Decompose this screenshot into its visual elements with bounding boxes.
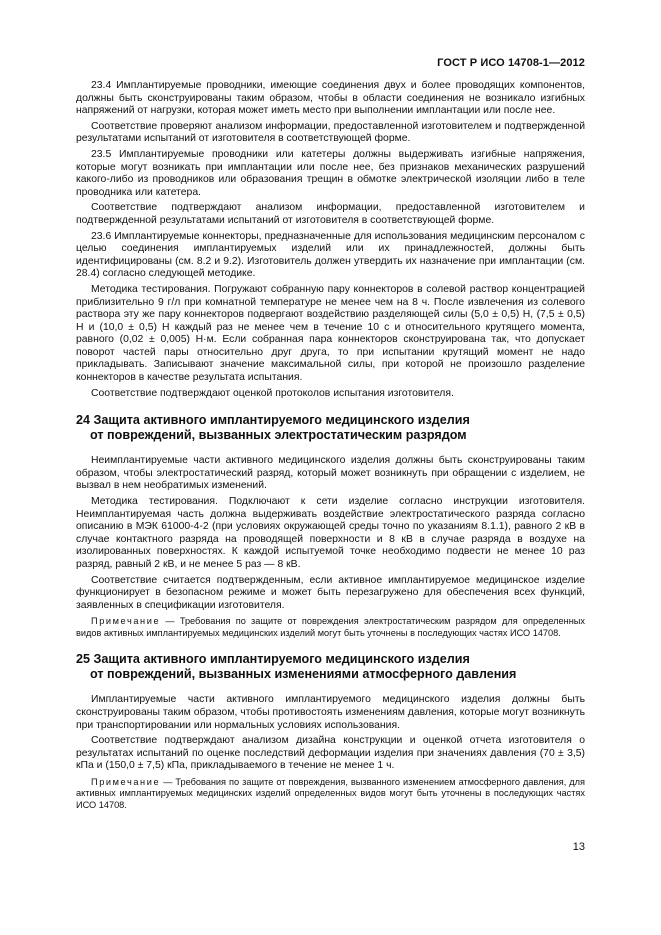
note-25-label: Примечание <box>91 776 161 787</box>
paragraph-compliance-23-5: Соответствие подтверждают анализом информации, предоставленной изготовителем и подтвержденной результатами испытаний от изготовителя в соответствующей форме. <box>76 202 585 226</box>
paragraph-24-test-method: Методика тестирования. Подключают к сети изделие согласно инструкции изготовителя. Неимплантируемая часть должна выдерживать воздействие электростатического разряда согласно описанию в МЭК 61000-4-2 (при условиях окружающей среды точно по указаниям 8.1.1), равного 2 кВ в случае контактного разряда на проводящей поверхности и 8 кВ в случае разряда в воздухе на изолированных поверхностях. К каждой испытуемой точке необходимо подвести не менее 10 раз разряд, равный 2 кВ, и не менее 5 раз — 8 кВ. <box>76 496 585 570</box>
note-25-text: — Требования по защите от повреждения, вызванного изменением атмосферного давления, для активных имплантируемых медицинских изделий определенных видов могут быть уточнены в последующих частях ИСО 14708. <box>76 776 585 810</box>
page-body <box>76 80 585 811</box>
paragraph-test-method-23-6: Методика тестирования. Погружают собранную пару коннекторов в солевой раствор концентрацией приблизительно 9 г/л при комнатной температуре не менее чем на 8 ч. После извлечения из солевого раствора эту же пару коннекторов подвергают воздействию разделяющей силы (5,0 ± 0,5) Н, (7,5 ± 0,5) Н и (10,0 ± 0,5) Н каждый раз не менее чем в течение 10 с и относительного крутящего момента, равного (0,02 ± 0,005) Н·м. Если собранная пара коннекторов сконструирована так, что допускает поворот частей пары относительно друг друга, то при испытании крутящий момент не надо прикладывать. Записывают значение максимальной силы, при которой не произошло разделение коннекторов в качестве результата испытания. <box>76 283 585 384</box>
note-24 <box>76 616 585 639</box>
page-number: 13 <box>572 841 585 853</box>
paragraph-25-compliance: Соответствие подтверждают анализом дизайна конструкции и оценкой отчета изготовителя о результатах испытаний по оценке последствий деформации изделия при значениях давления (70 ± 3,5) кПа и (150,0 ± 7,5) кПа, прикладываемого в течение не менее 1 ч. <box>76 735 585 772</box>
section-25-title <box>76 652 585 682</box>
paragraph-compliance-23-6: Соответствие подтверждают оценкой протоколов испытания изготовителя. <box>91 387 454 399</box>
paragraph-24-1: Неимплантируемые части активного медицинского изделия должны быть сконструированы таким образом, чтобы электростатический разряд, который может возникнуть при обращении с изделием, не вызвал в нем необратимых изменений. <box>76 455 585 492</box>
paragraph-23-6: 23.6 Имплантируемые коннекторы, предназначенные для использования медицинским персоналом с целью соединения имплантируемых изделий или их принадлежностей, должны быть идентифицированы (см. 8.2 и 9.2). Изготовитель должен утвердить их назначение при имплантации (см. 28.4) согласно следующей методике. <box>76 230 585 280</box>
paragraph-23-5: 23.5 Имплантируемые проводники или катетеры должны выдерживать изгибные напряжения, которые могут возникать при имплантации или после нее, без признаков механических разрушений какого-либо из проводников или образования трещин в обмотке электрической изоляции либо в теле проводника или катетера. <box>76 148 585 198</box>
paragraph-25-1: Имплантируемые части активного имплантируемого медицинского изделия должны быть сконструированы таким образом, чтобы противостоять изменениям давления, которые могут возникнуть при транспортировании или нормальных условиях использования. <box>76 694 585 731</box>
paragraph-24-compliance: Соответствие считается подтвержденным, если активное имплантируемое медицинское изделие функционирует в безопасном режиме и может быть перезагружено для обеспечения всех функций, заявленных в спецификации изготовителя. <box>76 574 585 611</box>
paragraph-compliance-23-4: Соответствие проверяют анализом информации, предоставленной изготовителем и подтвержденной результатами испытаний от изготовителя в соответствующей форме. <box>76 120 585 145</box>
section-24-title-line2: от повреждений, вызванных электростатическим разрядом <box>90 428 467 443</box>
note-25 <box>76 777 585 812</box>
document-id-header: ГОСТ Р ИСО 14708-1—2012 <box>437 57 585 69</box>
section-25-title-line1: 25 Защита активного имплантируемого медицинского изделия <box>76 652 470 667</box>
section-24-title <box>76 413 585 443</box>
note-24-text: — Требования по защите от повреждения электростатическим разрядом для определенных видов активных имплантируемых медицинских изделий могут быть уточнены в последующих частях ИСО 14708. <box>76 616 585 638</box>
note-24-label: Примечание <box>91 616 161 627</box>
section-24-title-line1: 24 Защита активного имплантируемого медицинского изделия <box>76 413 470 428</box>
section-25-title-line2: от повреждений, вызванных изменениями атмосферного давления <box>90 667 517 682</box>
paragraph-23-4: 23.4 Имплантируемые проводники, имеющие соединения двух и более проводящих компонентов, должны быть сконструированы таким образом, чтобы в области соединения не возникало изгибных напряжений от нагрузки, которая может иметь место при выполнении имплантации или после нее. <box>76 80 585 117</box>
